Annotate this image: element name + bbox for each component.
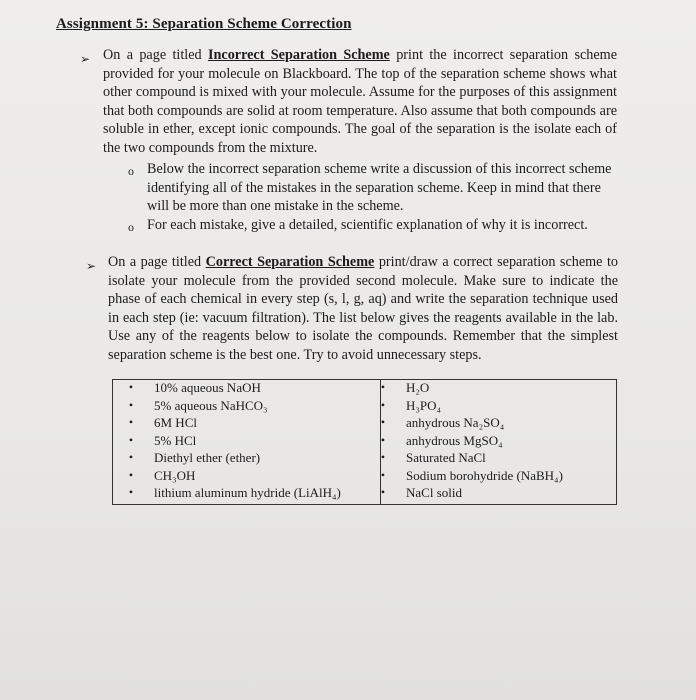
table-row	[112, 414, 617, 432]
bullet-dot-icon: •	[380, 432, 386, 447]
arrow-bullet-icon: ➢	[80, 52, 91, 66]
section1-text: print the incorrect separation scheme provided for your molecule on Blackboard. The top of the separation scheme shows what other compound is mixed with your molecule. Assume for the purposes of this assignment that both compounds are solid at room temperature. Also assume that both compounds are soluble in ether, except ionic compounds. The goal of the separation is the isolate each of the two compounds from the mixture.	[103, 47, 617, 156]
section2-prefix: On a page titled	[108, 254, 206, 270]
assignment-title: Assignment 5: Separation Scheme Correction	[56, 16, 352, 32]
section1-prefix: On a page titled	[103, 47, 208, 63]
table-row	[112, 467, 617, 485]
table-row	[112, 397, 617, 415]
bullet-dot-icon: •	[128, 432, 134, 447]
reagent-right: anhydrous MgSO₄	[406, 432, 503, 448]
bullet-dot-icon: •	[128, 397, 134, 412]
reagent-left: CH₃OH	[154, 467, 196, 483]
bullet-dot-icon: •	[380, 467, 386, 482]
reagent-left: 6M HCl	[154, 415, 197, 430]
correct-scheme-heading: Correct Separation Scheme	[205, 254, 375, 270]
reagent-left: 10% aqueous NaOH	[154, 380, 261, 395]
sub-item-discussion: Below the incorrect separation scheme write a discussion of this incorrect scheme identifying all of the mistakes in the separation scheme. Keep in mind that there will be more than one mistake in the scheme.	[147, 161, 612, 215]
bullet-dot-icon: •	[380, 397, 386, 412]
bullet-dot-icon: •	[128, 467, 134, 482]
table-column-divider	[380, 379, 381, 505]
table-row	[112, 484, 617, 502]
section-incorrect-scheme	[103, 46, 617, 158]
reagent-right: Sodium borohydride (NaBH₄)	[406, 467, 563, 483]
bullet-dot-icon: •	[128, 415, 134, 429]
bullet-dot-icon: •	[380, 415, 386, 429]
circle-bullet-icon: o	[128, 220, 134, 234]
incorrect-scheme-heading: Incorrect Separation Scheme	[207, 47, 390, 63]
reagent-right: H₃PO₄	[406, 397, 442, 413]
table-row	[112, 379, 617, 397]
reagent-left: 5% aqueous NaHCO₃	[154, 397, 268, 413]
sub-item-explanation: For each mistake, give a detailed, scientific explanation of why it is incorrect.	[147, 217, 588, 233]
section2-text: print/draw a correct separation scheme to isolate your molecule from the provided second molecule. Make sure to indicate the phase of each chemical in every step (s, l, g, aq) and write the separation technique used in each step (ie: vacuum filtration). The list below gives the reagents available in the lab. Use any of the reagents below to isolate the compounds. Remember that the simplest separation scheme is the best one. Try to avoid unnecessary steps.	[108, 254, 619, 363]
arrow-bullet-icon: ➢	[86, 259, 97, 273]
reagent-left: Diethyl ether (ether)	[154, 450, 261, 465]
reagent-left: lithium aluminum hydride (LiAlH₄)	[154, 485, 341, 500]
section-correct-scheme	[108, 253, 618, 365]
reagent-right: anhydrous Na₂SO₄	[406, 415, 505, 430]
reagent-left: 5% HCl	[154, 432, 197, 448]
reagent-right: Saturated NaCl	[406, 450, 486, 465]
bullet-dot-icon: •	[380, 485, 386, 499]
bullet-dot-icon: •	[128, 380, 134, 394]
table-row	[112, 432, 617, 450]
table-row	[112, 449, 617, 467]
bullet-dot-icon: •	[128, 485, 134, 499]
bullet-dot-icon: •	[380, 380, 386, 394]
bullet-dot-icon: •	[128, 450, 134, 464]
circle-bullet-icon: o	[128, 164, 134, 178]
reagent-right: NaCl solid	[406, 485, 462, 500]
reagents-table	[112, 379, 617, 502]
bullet-dot-icon: •	[380, 450, 386, 464]
reagent-right: H₂O	[406, 380, 430, 395]
